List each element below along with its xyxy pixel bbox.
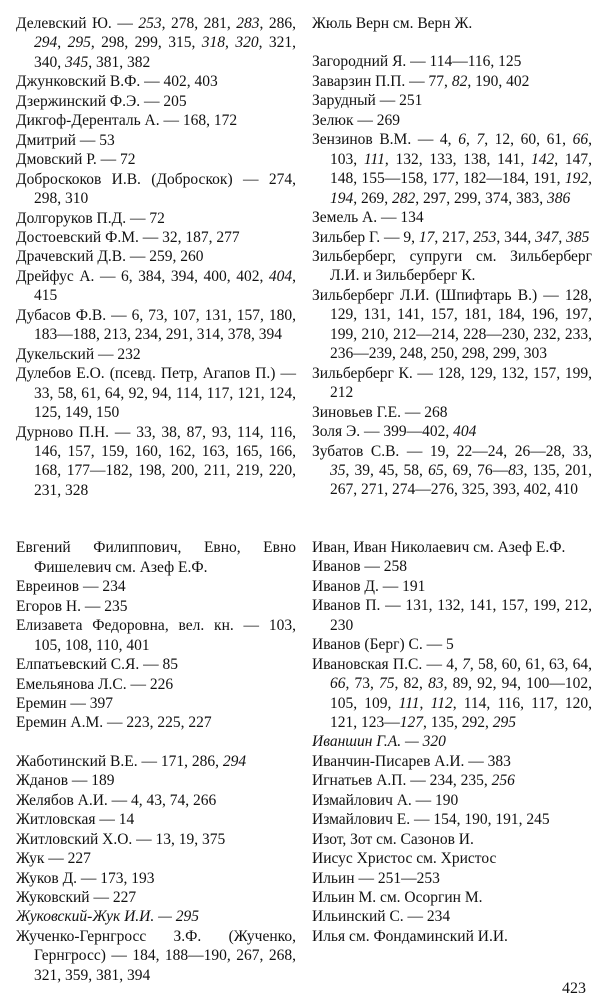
index-entry: Житловская — 14 bbox=[16, 811, 135, 829]
index-entry: Загородний Я. — 114—116, 125 bbox=[312, 53, 522, 71]
index-entry: Дубасов Ф.В. — 6, 73, 107, 131, 157, 180, 183—188, 213, 234, 291, 314, 378, 394 bbox=[16, 306, 296, 344]
index-entry: Драчевский Д.В. — 259, 260 bbox=[16, 248, 204, 266]
index-entry: Джунковский В.Ф. — 402, 403 bbox=[16, 73, 218, 91]
index-entry: Дмитрий — 53 bbox=[16, 131, 115, 149]
index-entry: Земель А. — 134 bbox=[312, 209, 424, 227]
index-entry: Игнатьев А.П. — 234, 235, 256 bbox=[312, 772, 515, 790]
index-entry: Иванов (Берг) С. — 5 bbox=[312, 636, 454, 654]
index-entry: Доброскоков И.В. (Доброскок) — 274, 298, 310 bbox=[16, 170, 296, 208]
index-entry: Зиновьев Г.Е. — 268 bbox=[312, 403, 448, 421]
index-entry: Егоров Н. — 235 bbox=[16, 597, 128, 615]
index-entry: Долгоруков П.Д. — 72 bbox=[16, 209, 165, 227]
index-entry: Дукельский — 232 bbox=[16, 345, 141, 363]
index-entry: Дзержинский Ф.Э. — 205 bbox=[16, 92, 187, 110]
index-entry: Зильбер Г. — 9, 17, 217, 253, 344, 347, 385 bbox=[312, 228, 590, 246]
index-entry: Золя Э. — 399—402, 404 bbox=[312, 423, 477, 441]
index-entry: Житловский Х.О. — 13, 19, 375 bbox=[16, 830, 226, 848]
index-entry: Желябов А.И. — 4, 43, 74, 266 bbox=[16, 791, 217, 809]
section-gap bbox=[16, 733, 296, 752]
index-entry: Иванов Д. — 191 bbox=[312, 577, 426, 595]
index-entry: Жук — 227 bbox=[16, 850, 91, 868]
index-entry: Емельянова Л.С. — 226 bbox=[16, 675, 174, 693]
index-entry: Иванов П. — 131, 132, 141, 157, 199, 212, 230 bbox=[312, 597, 592, 634]
index-entry: Зарудный — 251 bbox=[312, 92, 423, 110]
page-number: 423 bbox=[562, 980, 586, 997]
index-entry: Зубатов С.В. — 19, 22—24, 26—28, 33, 35, 39, 45, 58, 65, 69, 76—83, 135, 201, 267, 271, 274—276, 325, 393, 402, 410 bbox=[312, 442, 592, 499]
index-entry: Дулебов Е.О. (псевд. Петр, Агапов П.) — 33, 58, 61, 64, 92, 94, 114, 117, 121, 124, 125, 149, 150 bbox=[16, 365, 296, 422]
index-entry: Зильберберг, супруги см. Зильберберг Л.И. и Зильберберг К. bbox=[312, 247, 592, 285]
section-gap bbox=[312, 500, 592, 519]
index-entry: Дурново П.Н. — 33, 38, 87, 93, 114, 116, 146, 157, 159, 160, 162, 163, 165, 166, 168, 177—182, 198, 200, 211, 219, 220, 231, 328 bbox=[16, 423, 296, 499]
index-entry: Жюль Верн см. Верн Ж. bbox=[312, 15, 473, 32]
index-column-left bbox=[16, 14, 296, 985]
section-gap bbox=[312, 33, 592, 52]
index-entry: Еремин — 397 bbox=[16, 694, 113, 712]
index-entry: Зильберберг К. — 128, 129, 132, 157, 199, 212 bbox=[312, 364, 592, 402]
index-entry: Жаботинский В.Е. — 171, 286, 294 bbox=[16, 752, 247, 770]
index-entry: Иисус Христос см. Христос bbox=[312, 850, 497, 868]
index-entry: Илья см. Фондаминский И.И. bbox=[312, 927, 508, 945]
index-entry: Измайлович А. — 190 bbox=[312, 791, 459, 809]
index-entry: Ильинский С. — 234 bbox=[312, 908, 451, 926]
index-entry: Зильберберг Л.И. (Шпифтарь В.) — 128, 129, 131, 141, 157, 181, 184, 196, 197, 199, 210, 212—214, 228—230, 232, 233, 236—239, 248, 250, 298, 299, 303 bbox=[312, 286, 592, 363]
index-entry: Евгений Филиппович, Евно, Евно Фишелевич см. Азеф Е.Ф. bbox=[16, 539, 296, 576]
index-entry: Достоевский Ф.М. — 32, 187, 277 bbox=[16, 228, 240, 246]
index-entry: Жуков Д. — 173, 193 bbox=[16, 869, 155, 887]
index-entry: Ильин М. см. Осоргин М. bbox=[312, 889, 483, 907]
index-entry: Евреинов — 234 bbox=[16, 578, 126, 596]
index-entry: Иваншин Г.А. — 320 bbox=[312, 733, 446, 751]
index-entry: Заварзин П.П. — 77, 82, 190, 402 bbox=[312, 72, 530, 90]
index-entry: Елпатьевский С.Я. — 85 bbox=[16, 656, 178, 674]
section-gap bbox=[16, 519, 296, 538]
index-entry: Зелюк — 269 bbox=[312, 111, 400, 129]
index-entry: Жуковский — 227 bbox=[16, 889, 137, 907]
index-entry: Делевский Ю. — 253, 278, 281, 283, 286, 294, 295, 298, 299, 315, 318, 320, 321, 340, 345, 381, 382 bbox=[16, 15, 297, 71]
index-entry: Жученко-Гернгросс З.Ф. (Жученко, Гернгросс) — 184, 188—190, 267, 268, 321, 359, 381, 394 bbox=[16, 927, 296, 984]
index-entry: Дмовский Р. — 72 bbox=[16, 151, 136, 169]
index-entry: Иванов — 258 bbox=[312, 558, 408, 576]
section-gap bbox=[312, 519, 592, 538]
index-entry: Дрейфус А. — 6, 384, 394, 400, 402, 404, 415 bbox=[16, 267, 296, 305]
index-entry: Жуковский-Жук И.И. — 295 bbox=[16, 908, 200, 926]
index-entry: Измайлович Е. — 154, 190, 191, 245 bbox=[312, 811, 550, 829]
index-entry: Иванчин-Писарев А.И. — 383 bbox=[312, 752, 511, 770]
section-gap bbox=[16, 500, 296, 519]
index-entry: Еремин А.М. — 223, 225, 227 bbox=[16, 714, 212, 732]
index-entry: Ильин — 251—253 bbox=[312, 869, 440, 887]
index-entry: Изот, Зот см. Сазонов И. bbox=[312, 830, 474, 848]
index-entry: Ивановская П.С. — 4, 7, 58, 60, 61, 63, 64, 66, 73, 75, 82, 83, 89, 92, 94, 100—102, 105, 109, 111, 112, 114, 116, 117, 120, 121, 123—127, 135, 292, 295 bbox=[312, 655, 593, 731]
index-column-right bbox=[312, 14, 592, 946]
index-entry: Дикгоф-Деренталь А. — 168, 172 bbox=[16, 112, 238, 130]
index-entry: Зензинов В.М. — 4, 6, 7, 12, 60, 61, 66, 103, 111, 132, 133, 138, 141, 142, 147, 148, 155—158, 177, 182—184, 191, 192, 194, 269, 282, 297, 299, 374, 383, 386 bbox=[312, 131, 593, 207]
index-entry: Елизавета Федоровна, вел. кн. — 103, 105, 108, 110, 401 bbox=[16, 617, 296, 654]
index-entry: Жданов — 189 bbox=[16, 772, 115, 790]
index-entry: Иван, Иван Николаевич см. Азеф Е.Ф. bbox=[312, 538, 566, 556]
